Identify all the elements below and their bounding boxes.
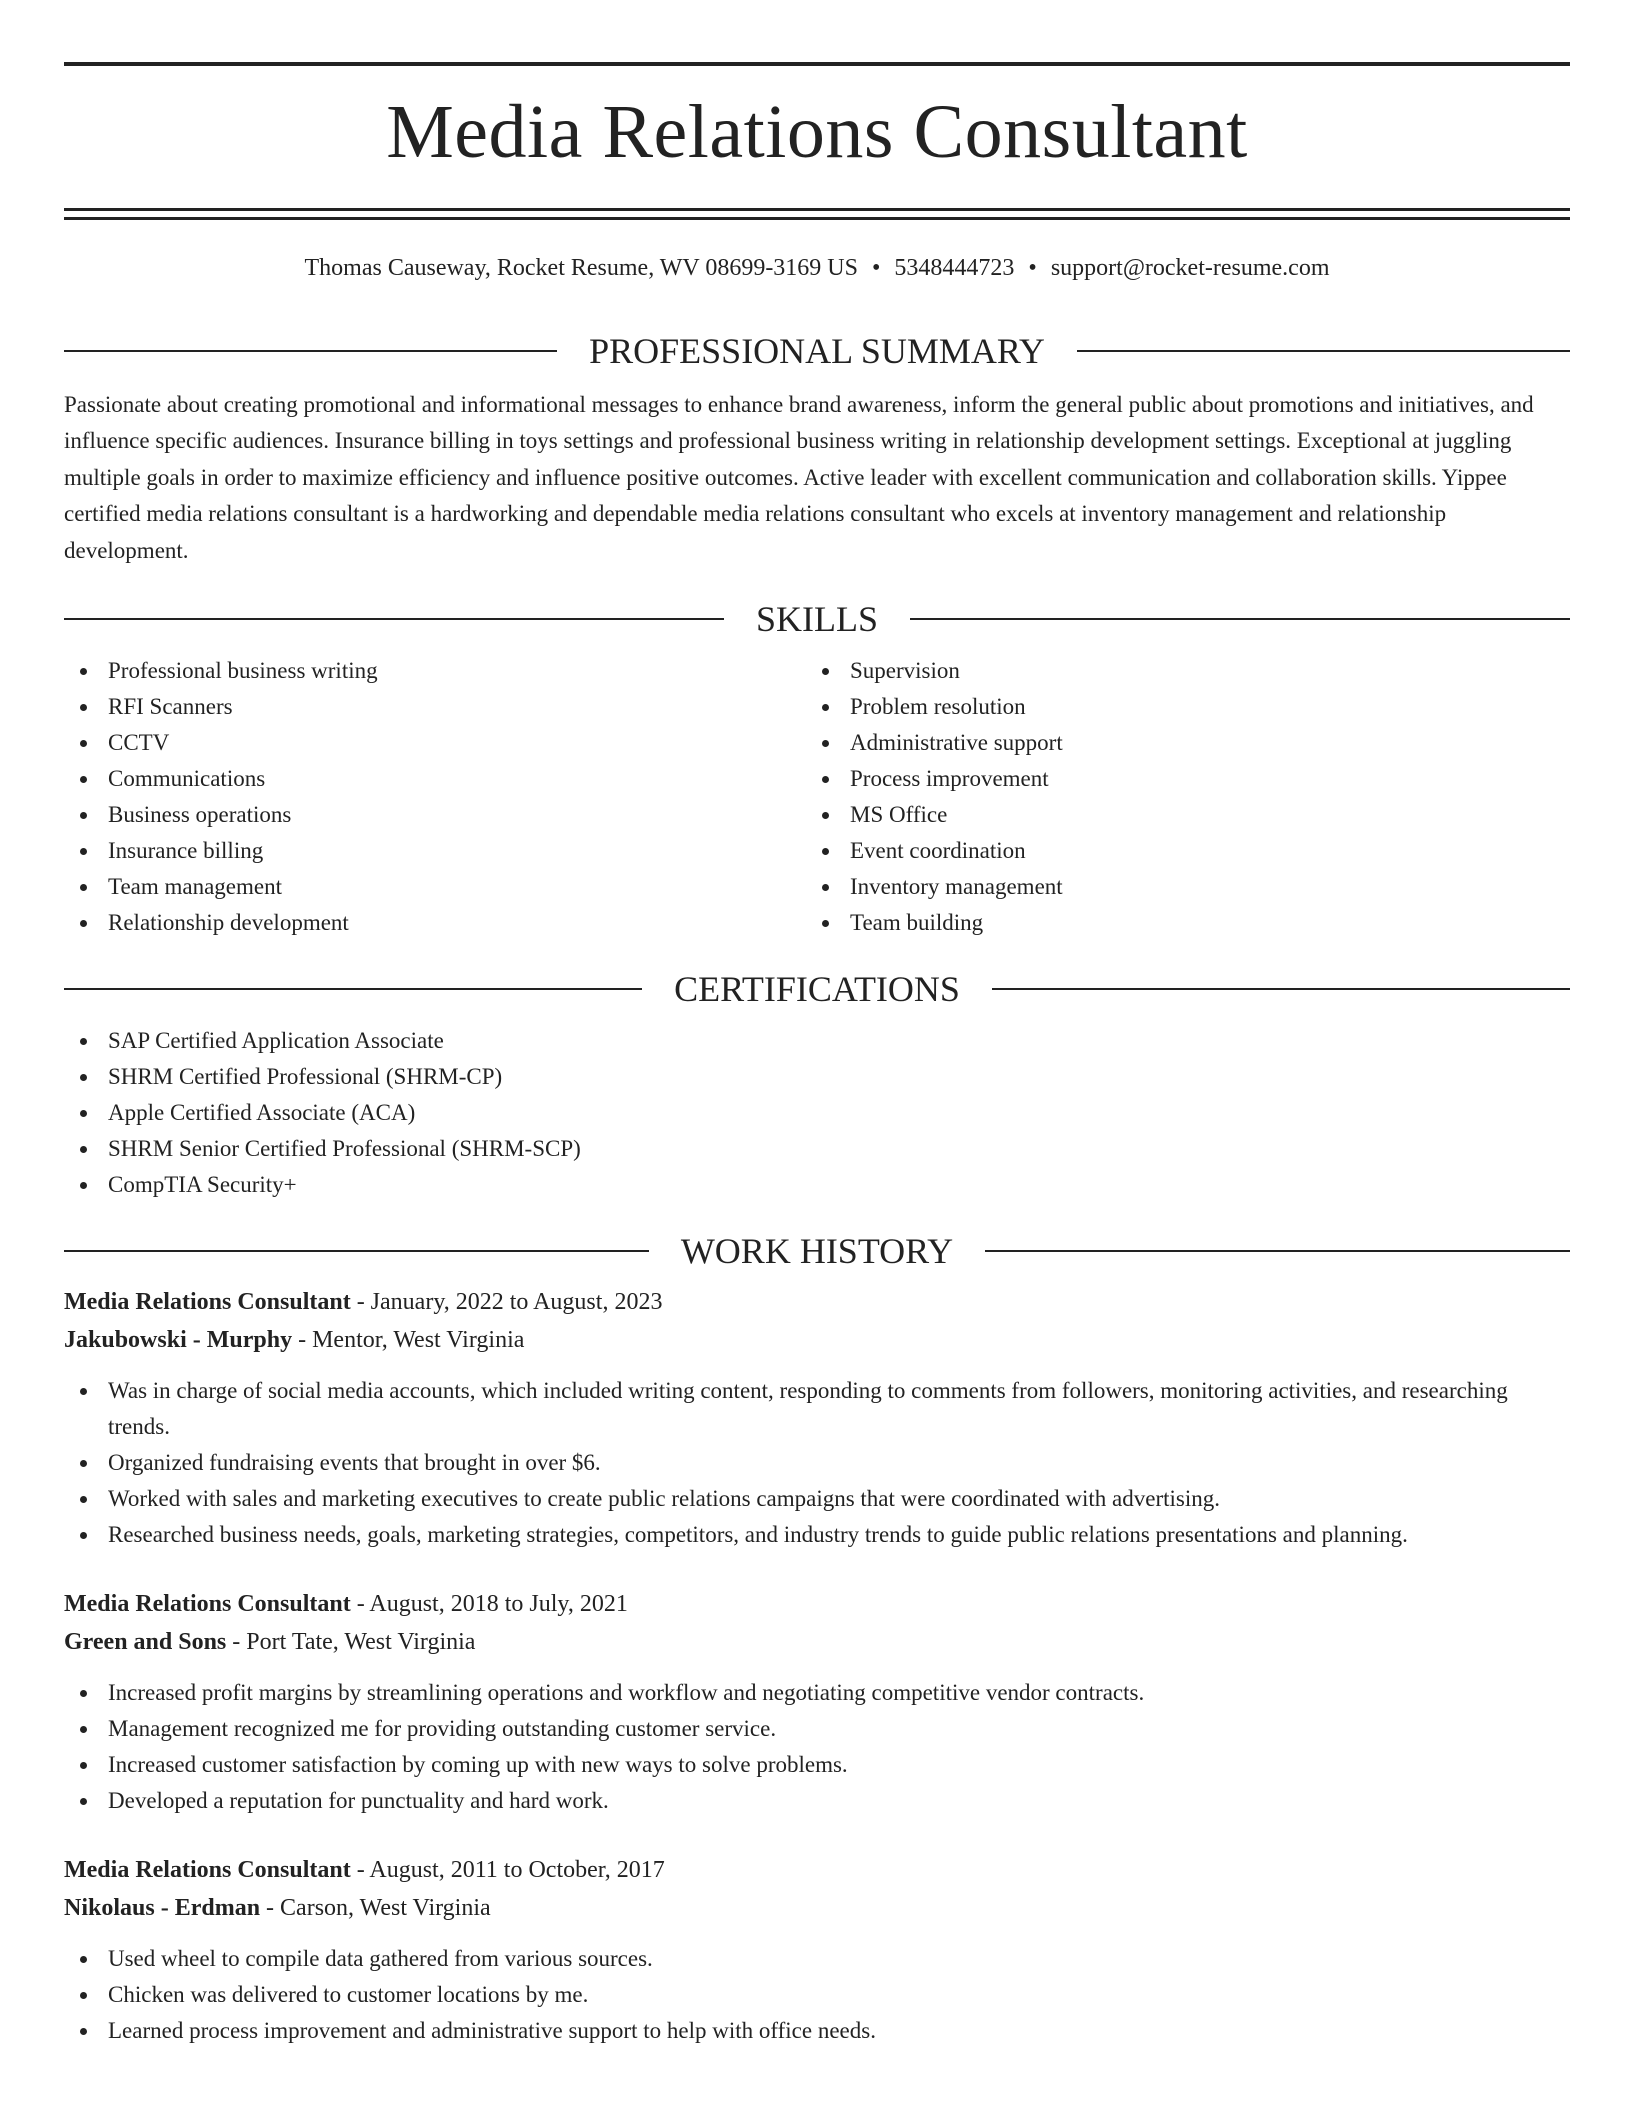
list-item: Worked with sales and marketing executives to create public relations campaigns that were coordinated with advertising.: [64, 1481, 1570, 1517]
list-item: SHRM Senior Certified Professional (SHRM-SCP): [64, 1131, 1570, 1167]
job-bullets: [64, 1373, 1570, 1553]
list-item: SAP Certified Application Associate: [64, 1023, 1570, 1059]
list-item: Used wheel to compile data gathered from various sources.: [64, 1941, 1570, 1977]
list-item: Researched business needs, goals, marketing strategies, competitors, and industry trends to guide public relations presentations and planning.: [64, 1517, 1570, 1553]
job-title: Media Relations Consultant: [64, 1289, 351, 1316]
job-location: - Port Tate, West Virginia: [226, 1629, 476, 1656]
skills-list-left: [64, 653, 806, 941]
list-item: Chicken was delivered to customer locations by me.: [64, 1977, 1570, 2013]
list-item: Learned process improvement and administrative support to help with office needs.: [64, 2013, 1570, 2049]
skills-heading: [64, 599, 1570, 640]
list-item: Process improvement: [806, 761, 1548, 797]
title-double-rule: [64, 208, 1570, 220]
list-item: Was in charge of social media accounts, which included writing content, responding to comments from followers, monitoring activities, and researching trends.: [64, 1373, 1570, 1445]
job-company-line: [64, 1321, 1570, 1359]
job-company: Nikolaus - Erdman: [64, 1895, 261, 1922]
job-title: Media Relations Consultant: [64, 1857, 351, 1884]
list-item: Increased profit margins by streamlining operations and workflow and negotiating competitive vendor contracts.: [64, 1675, 1570, 1711]
job-title-line: [64, 1283, 1570, 1321]
list-item: CompTIA Security+: [64, 1167, 1570, 1203]
skills-heading-label: SKILLS: [756, 599, 879, 640]
certifications-list: [64, 1023, 1570, 1203]
resume-page: [64, 62, 1570, 2049]
job-company-line: [64, 1623, 1570, 1661]
job-dates: - January, 2022 to August, 2023: [350, 1289, 663, 1316]
summary-heading-label: PROFESSIONAL SUMMARY: [589, 330, 1045, 371]
list-item: Team building: [806, 905, 1548, 941]
contact-separator: •: [1028, 255, 1037, 281]
list-item: MS Office: [806, 797, 1548, 833]
list-item: Event coordination: [806, 833, 1548, 869]
job-entry: [64, 1851, 1570, 2049]
job-company-line: [64, 1889, 1570, 1927]
summary-text: Passionate about creating promotional and informational messages to enhance brand awareness, inform the general public about promotions and initiatives, and influence specific audiences. Insurance billing in toys settings and professional business writing in relationship development settings. Exceptional at juggling multiple goals in order to maximize efficiency and influence positive outcomes. Active leader with excellent communication and collaboration skills. Yippee certified media relations consultant is a hardworking and dependable media relations consultant who excels at inventory management and relationship development.: [64, 391, 1534, 563]
contact-address: Thomas Causeway, Rocket Resume, WV 08699-3169 US: [304, 255, 858, 281]
job-dates: - August, 2011 to October, 2017: [350, 1857, 665, 1884]
list-item: Inventory management: [806, 869, 1548, 905]
list-item: Increased customer satisfaction by coming up with new ways to solve problems.: [64, 1747, 1570, 1783]
list-item: Professional business writing: [64, 653, 806, 689]
top-rule: [64, 62, 1570, 66]
list-item: Insurance billing: [64, 833, 806, 869]
job-title-line: [64, 1585, 1570, 1623]
certifications-heading: [64, 969, 1570, 1010]
list-item: Relationship development: [64, 905, 806, 941]
contact-email: support@rocket-resume.com: [1050, 255, 1330, 281]
work-history-heading: [64, 1231, 1570, 1272]
contact-separator: •: [872, 255, 881, 281]
list-item: Apple Certified Associate (ACA): [64, 1095, 1570, 1131]
summary-heading: [64, 330, 1570, 371]
job-company: Green and Sons: [64, 1629, 227, 1656]
contact-phone: 5348444723: [894, 255, 1015, 281]
job-bullets: [64, 1675, 1570, 1819]
job-location: - Mentor, West Virginia: [292, 1327, 525, 1354]
list-item: Administrative support: [806, 725, 1548, 761]
list-item: CCTV: [64, 725, 806, 761]
list-item: Organized fundraising events that brought in over $6.: [64, 1445, 1570, 1481]
work-history-heading-label: WORK HISTORY: [680, 1231, 954, 1272]
list-item: Team management: [64, 869, 806, 905]
job-company: Jakubowski - Murphy: [64, 1327, 293, 1354]
job-title: Media Relations Consultant: [64, 1591, 351, 1618]
skills-columns: [64, 653, 1570, 941]
resume-title: Media Relations Consultant: [386, 90, 1248, 174]
job-entry: [64, 1283, 1570, 1553]
list-item: Problem resolution: [806, 689, 1548, 725]
list-item: Communications: [64, 761, 806, 797]
list-item: Management recognized me for providing outstanding customer service.: [64, 1711, 1570, 1747]
list-item: SHRM Certified Professional (SHRM-CP): [64, 1059, 1570, 1095]
list-item: RFI Scanners: [64, 689, 806, 725]
list-item: Business operations: [64, 797, 806, 833]
job-dates: - August, 2018 to July, 2021: [350, 1591, 628, 1618]
list-item: Supervision: [806, 653, 1548, 689]
skills-list-right: [806, 653, 1548, 941]
job-title-line: [64, 1851, 1570, 1889]
list-item: Developed a reputation for punctuality and hard work.: [64, 1783, 1570, 1819]
job-bullets: [64, 1941, 1570, 2049]
job-location: - Carson, West Virginia: [260, 1895, 491, 1922]
certifications-heading-label: CERTIFICATIONS: [674, 969, 960, 1010]
job-entry: [64, 1585, 1570, 1819]
contact-line: [64, 254, 1570, 283]
